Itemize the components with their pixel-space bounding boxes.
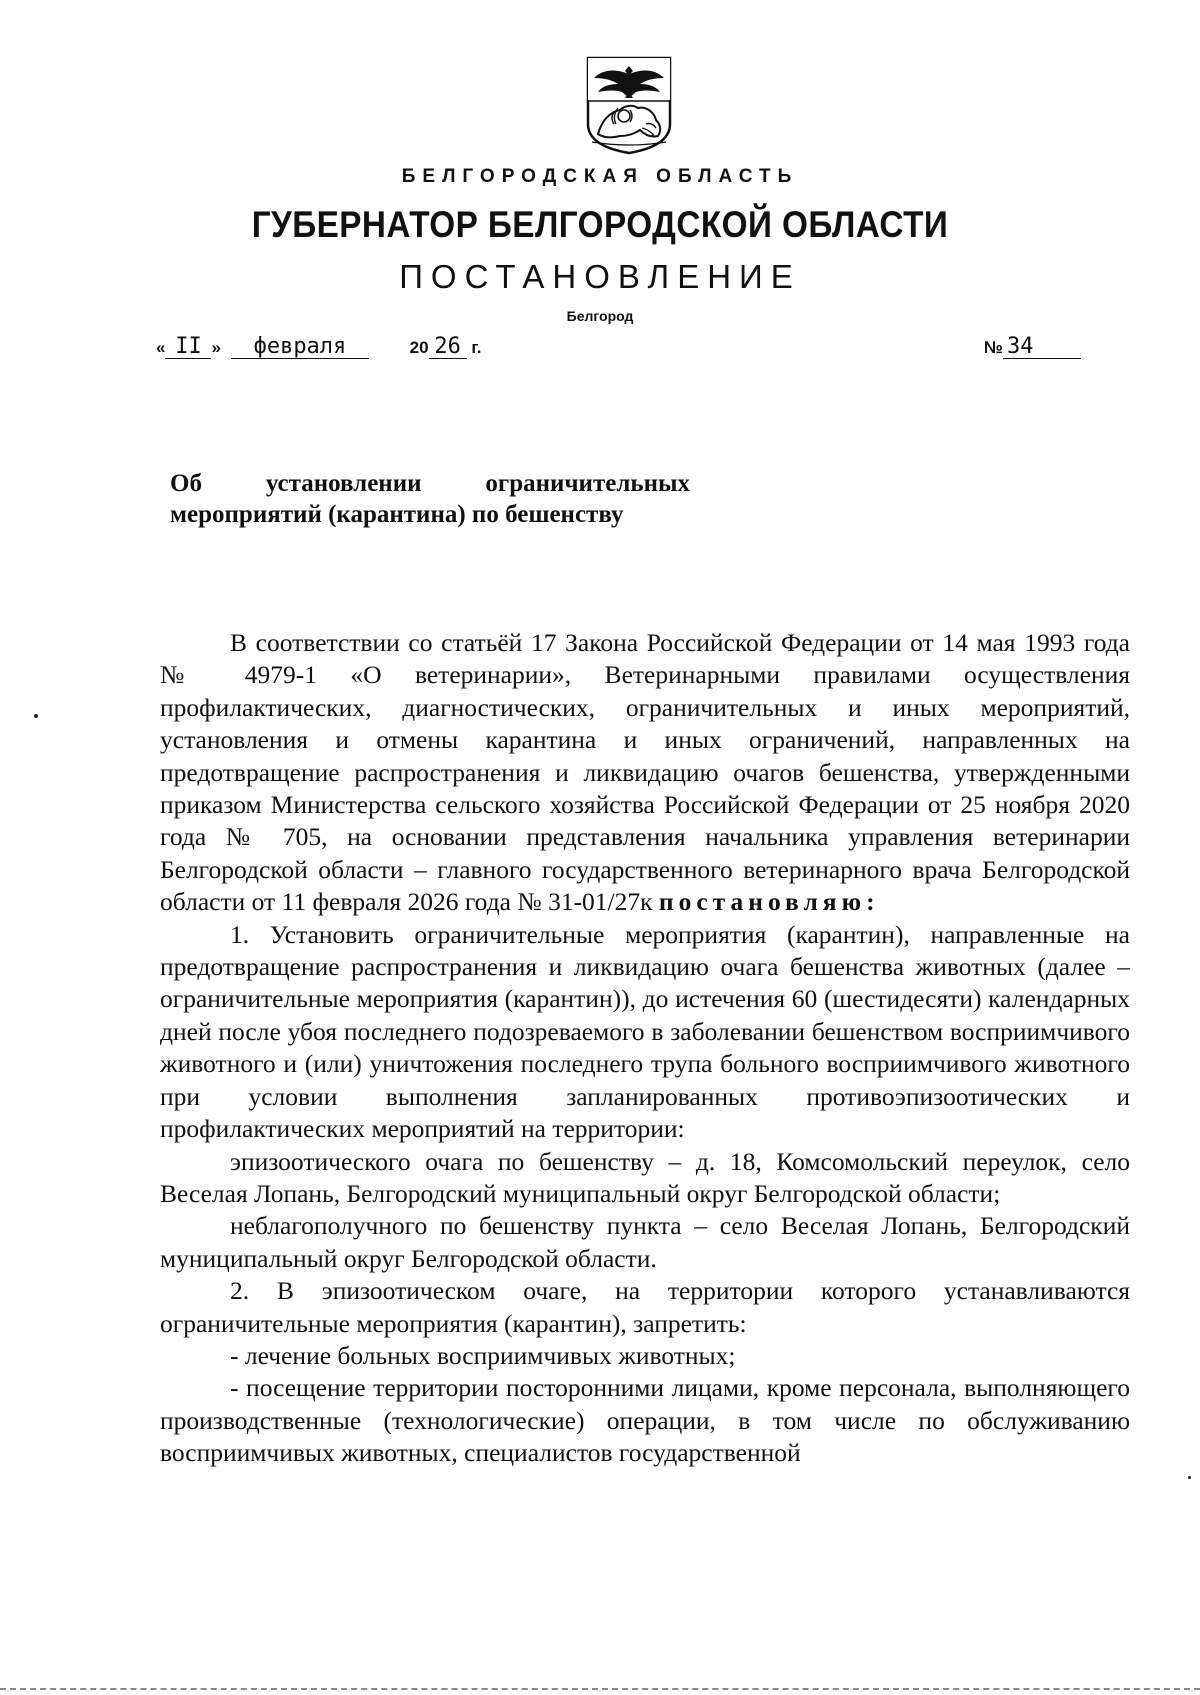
date-year-unit: г.	[471, 338, 482, 357]
document-subject	[170, 468, 690, 530]
paragraph-focus-territory: эпизоотического очага по бешенству – д. 18, Комсомольский переулок, село Веселая Лопань, Белгородский муниципальный округ Белгородской области;	[160, 1146, 1130, 1208]
preamble-text: В соответствии со статьёй 17 Закона Российской Федерации от 14 мая 1993 года № 4979-1 «О ветеринарии», Ветеринарными правилами осуществления профилактических, диагностических, ограничительных и иных мероприятий, установления и отмены карантина и иных ограничений, направленных на предотвращение распространения и ликвидацию очагов бешенства, утвержденными приказом Министерства сельского хозяйства Российской Федерации от 25 ноября 2020 года № 705, на основании представления начальника управления ветеринарии Белгородской области – главного государственного ветеринарного врача Белгородской области от 11 февраля 2026 года № 31-01/27к	[160, 628, 1130, 917]
city-label: Белгород	[566, 308, 634, 324]
date-close-quote: »	[211, 338, 221, 357]
governor-title: ГУБЕРНАТОР БЕЛГОРОДСКОЙ ОБЛАСТИ	[251, 204, 949, 245]
paragraph-item-1: 1. Установить ограничительные мероприятия (карантин), направленные на предотвращение распространения и ликвидацию очага бешенства животных (далее – ограничительные мероприятия (карантин)), до истечения 60 (шестидесяти) календарных дней после убоя последнего подозреваемого в заболевании бешенством восприимчивого животного и (или) уничтожения последнего трупа больного восприимчивого животного при условии выполнения запланированных противоэпизоотических и профилактических мероприятий на территории:	[160, 919, 1130, 1144]
date-day: II	[165, 336, 211, 359]
subject-line-2: мероприятий (карантина) по бешенству	[170, 501, 624, 528]
document-date	[156, 336, 481, 359]
date-year-prefix: 20	[409, 338, 429, 357]
number-value: 34	[1003, 336, 1081, 359]
coat-of-arms-icon	[584, 54, 674, 156]
paragraph-preamble	[160, 627, 1130, 919]
number-label: №	[984, 338, 1003, 357]
document-type: ПОСТАНОВЛЕНИЕ	[399, 258, 801, 295]
region-title: БЕЛГОРОДСКАЯ ОБЛАСТЬ	[401, 166, 799, 187]
date-year-suffix: 26	[429, 336, 467, 359]
paragraph-ban-treatment: - лечение больных восприимчивых животных;	[230, 1340, 736, 1370]
decree-word: постановляю:	[658, 887, 880, 917]
document-number	[984, 336, 1081, 359]
paragraph-item-2: 2. В эпизоотическом очаге, на территории которого устанавливаются ограничительные мероприятия (карантин), запретить:	[160, 1276, 1130, 1338]
subject-line-1: Об установлении ограничительных	[170, 470, 690, 497]
date-month: февраля	[231, 336, 369, 359]
scan-speck	[1188, 1476, 1191, 1479]
scan-speck	[34, 714, 38, 718]
scan-edge-line	[0, 1688, 1200, 1690]
date-open-quote: «	[156, 338, 166, 357]
paragraph-ban-visits: - посещение территории посторонними лицами, кроме персонала, выполняющего производственные (технологические) операции, в том числе по обслуживанию восприимчивых животных, специалистов государственной	[160, 1373, 1130, 1468]
document-body	[160, 627, 1130, 1470]
paragraph-unfavorable-point: неблагополучного по бешенству пункта – село Веселая Лопань, Белгородский муниципальный округ Белгородской области.	[160, 1211, 1130, 1273]
